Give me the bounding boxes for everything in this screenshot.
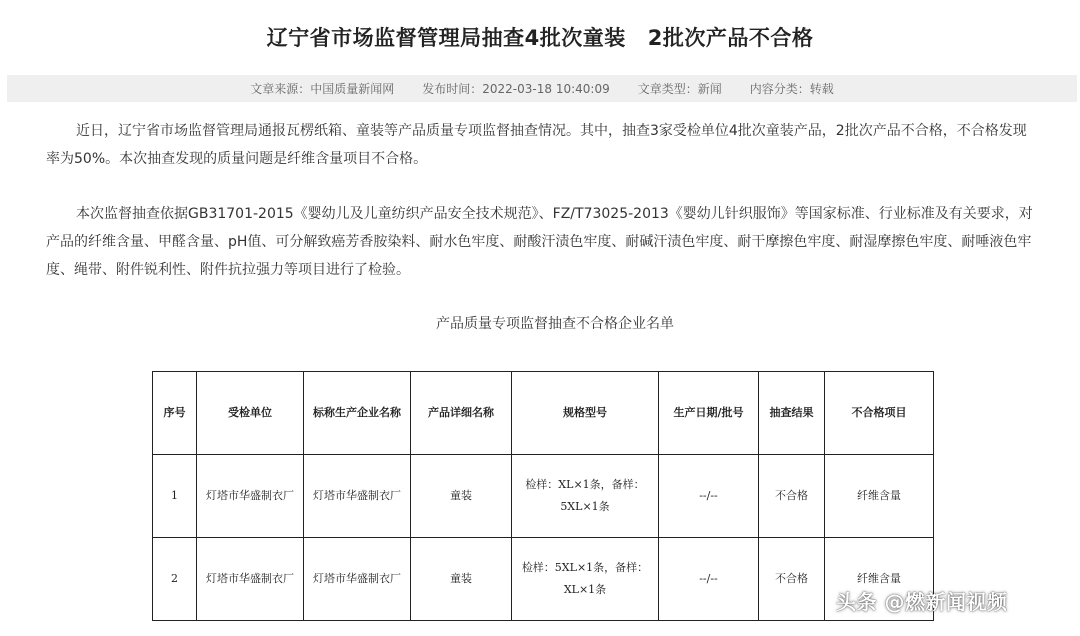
table-header-row bbox=[153, 372, 934, 455]
watermark bbox=[836, 586, 1007, 615]
paragraph-1-text: 近日，辽宁省市场监督管理局通报瓦楞纸箱、童装等产品质量专项监督抽查情况。其中，抽查3家受检单位4批次童装产品，2批次产品不合格，不合格发现率为50%。本次抽查发现的质量问题是纤维含量项目不合格。 bbox=[46, 123, 1027, 167]
meta-category: 内容分类：转载 bbox=[749, 82, 834, 96]
header-cell: 受检单位 bbox=[197, 372, 304, 455]
watermark-text: 头条 @燃新闻视频 bbox=[836, 590, 1008, 614]
meta-time: 发布时间：2022-03-18 10:40:09 bbox=[422, 82, 610, 96]
paragraph-2-text: 本次监督抽查依据GB31701-2015《婴幼儿及儿童纺织产品安全技术规范》、FZ/T73025-2013《婴幼儿针织服饰》等国家标准、行业标准及有关要求，对产品的纤维含量、甲醛含量、pH值、可分解致癌芳香胺染料、耐水色牢度、耐酸汗渍色牢度、耐碱汗渍色牢度、耐干摩擦色牢度、耐湿摩擦色牢度、耐唾液色牢度、绳带、附件锐利性、附件抗拉强力等项目进行了检验。 bbox=[46, 206, 1033, 278]
noncompliant-table bbox=[152, 371, 934, 621]
table-cell: 检样：XL×1条，备样：5XL×1条 bbox=[512, 455, 659, 538]
table-cell: 纤维含量 bbox=[825, 455, 934, 538]
article-title bbox=[0, 22, 1080, 52]
header-cell: 不合格项目 bbox=[825, 372, 934, 455]
table-row bbox=[153, 538, 934, 621]
table-cell: --/-- bbox=[659, 538, 759, 621]
table-cell: 不合格 bbox=[759, 455, 825, 538]
table-cell: 纤维含量 bbox=[825, 538, 934, 621]
table-cell: 灯塔市华盛制衣厂 bbox=[197, 455, 304, 538]
table-cell: 童装 bbox=[411, 538, 512, 621]
title-part-2: 2批次产品不合格 bbox=[647, 26, 814, 50]
table-cell: 灯塔市华盛制衣厂 bbox=[304, 455, 411, 538]
header-cell: 抽查结果 bbox=[759, 372, 825, 455]
title-part-1: 辽宁省市场监督管理局抽查4批次童装 bbox=[266, 26, 626, 50]
meta-source: 文章来源：中国质量新闻网 bbox=[250, 82, 395, 96]
table-cell: 1 bbox=[153, 455, 197, 538]
header-cell: 生产日期/批号 bbox=[659, 372, 759, 455]
article-paragraph-1 bbox=[46, 117, 1036, 173]
header-cell: 产品详细名称 bbox=[411, 372, 512, 455]
header-cell: 序号 bbox=[153, 372, 197, 455]
header-cell: 规格型号 bbox=[512, 372, 659, 455]
table-cell: 不合格 bbox=[759, 538, 825, 621]
table-cell: 2 bbox=[153, 538, 197, 621]
table-cell: 检样：5XL×1条，备样：XL×1条 bbox=[512, 538, 659, 621]
article-meta-bar bbox=[7, 75, 1077, 102]
table-cell: --/-- bbox=[659, 455, 759, 538]
table-row bbox=[153, 455, 934, 538]
meta-type: 文章类型：新闻 bbox=[637, 82, 722, 96]
table-cell: 灯塔市华盛制衣厂 bbox=[197, 538, 304, 621]
header-cell: 标称生产企业名称 bbox=[304, 372, 411, 455]
table-caption: 产品质量专项监督抽查不合格企业名单 bbox=[436, 316, 674, 332]
article-paragraph-2 bbox=[46, 200, 1036, 284]
table-cell: 童装 bbox=[411, 455, 512, 538]
table-cell: 灯塔市华盛制衣厂 bbox=[304, 538, 411, 621]
